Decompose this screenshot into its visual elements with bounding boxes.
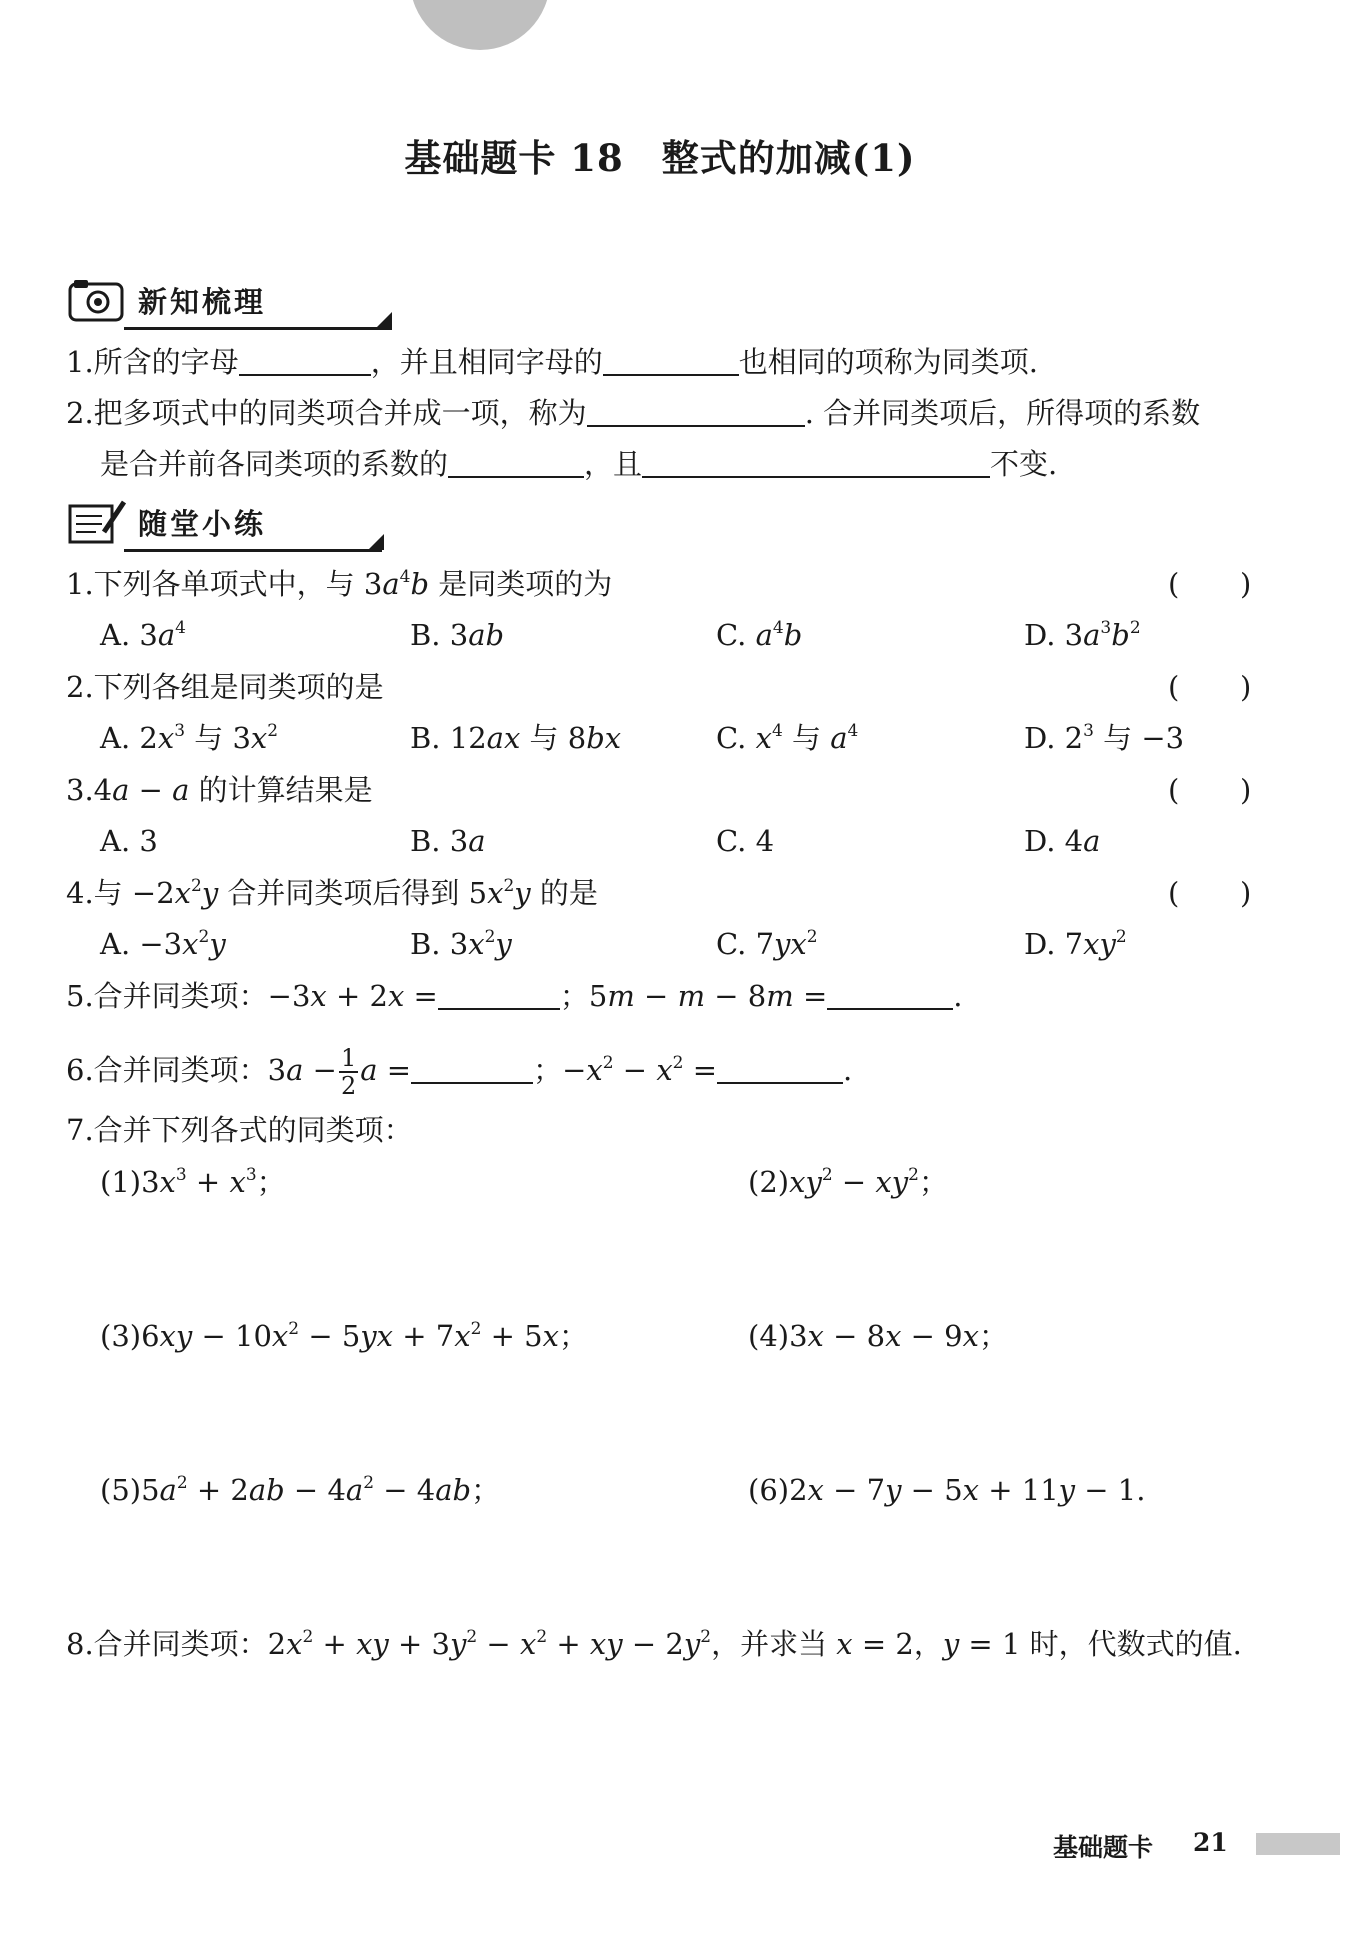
- camera-card-icon: [66, 276, 128, 324]
- question-3: 3.4a − a 的计算结果是: [66, 773, 373, 807]
- option-b[interactable]: B. $3x^2y$: [410, 927, 512, 961]
- notebook-pen-icon: [66, 498, 128, 546]
- blank[interactable]: [438, 978, 560, 1010]
- option-b[interactable]: B. 3ab: [410, 618, 505, 652]
- option-b[interactable]: B. 3a: [410, 824, 486, 858]
- sub-question-2: $(2)xy^2 - xy^2$；: [748, 1165, 949, 1199]
- answer-paren[interactable]: ( ): [1168, 567, 1252, 601]
- answer-paren[interactable]: ( ): [1168, 876, 1252, 910]
- page-number: 21: [1193, 1828, 1228, 1857]
- section-label: 新知梳理: [138, 284, 267, 319]
- fraction: $\frac{1}{2}$: [340, 1044, 357, 1100]
- option-d[interactable]: D. $2^3$ 与 −3: [1024, 721, 1185, 755]
- question-7: 7.合并下列各式的同类项：: [66, 1113, 413, 1147]
- question-5: 5.合并同类项：−3x + 2x = ；5m − m − 8m = .: [66, 979, 963, 1013]
- option-c[interactable]: C. $x^4$ 与 $a^4$: [716, 721, 859, 755]
- section-label: 随堂小练: [138, 506, 267, 541]
- question-2: 2.下列各组是同类项的是: [66, 670, 384, 704]
- question-8: 8.合并同类项：$2x^2$ + xy + $3y^2 - x^2$ + xy − $2y^2$，并求当 x = 2，y = 1 时，代数式的值.: [66, 1627, 1242, 1661]
- page-top-tab: [410, 0, 550, 50]
- sub-question-6: (6)2x − 7y − 5x + 11y − 1.: [748, 1473, 1146, 1507]
- page-title: 基础题卡 18 整式的加减(1): [404, 136, 916, 180]
- question-4: 4.与 $-2x^2y$ 合并同类项后得到 $5x^2y$ 的是: [66, 876, 598, 910]
- blank[interactable]: [587, 395, 805, 427]
- sub-question-4: (4)3x − 8x − 9x；: [748, 1319, 1008, 1353]
- blank[interactable]: [827, 978, 953, 1010]
- option-d[interactable]: D. $7xy^2$: [1024, 927, 1127, 961]
- option-c[interactable]: C. 4: [716, 824, 775, 858]
- section-underline: [124, 549, 382, 552]
- blank[interactable]: [411, 1052, 533, 1084]
- question-6: 6.合并同类项：3a − $\frac{1}{2}$ a = ；$-x^2 - x^2$ = .: [66, 1044, 853, 1100]
- blank[interactable]: [239, 344, 371, 376]
- section-new-knowledge: [66, 276, 266, 324]
- section-triangle: [376, 312, 392, 328]
- answer-paren[interactable]: ( ): [1168, 773, 1252, 807]
- knowledge-q1: 1.所含的字母 ，并且相同字母的 也相同的项称为同类项.: [66, 345, 1038, 379]
- blank[interactable]: [603, 344, 739, 376]
- option-c[interactable]: C. $7yx^2$: [716, 927, 818, 961]
- option-a[interactable]: A. 3: [100, 824, 158, 858]
- footer-label: 基础题卡: [1053, 1833, 1154, 1862]
- footer-bar: [1256, 1833, 1340, 1855]
- knowledge-q2: 2.把多项式中的同类项合并成一项，称为 . 合并同类项后，所得项的系数: [66, 396, 1201, 430]
- section-underline: [124, 327, 392, 330]
- knowledge-q2-cont: 是合并前各同类项的系数的 ，且 不变.: [100, 447, 1058, 481]
- answer-paren[interactable]: ( ): [1168, 670, 1252, 704]
- blank[interactable]: [642, 446, 990, 478]
- option-a[interactable]: A. $-3x^2y$: [100, 927, 226, 961]
- sub-question-3: $(3)6xy - 10x^2 - 5yx + 7x^2 + 5x$；: [100, 1319, 588, 1353]
- option-d[interactable]: D. $3a^3b^2$: [1024, 618, 1141, 652]
- option-d[interactable]: D. 4a: [1024, 824, 1101, 858]
- sub-question-1: $(1)3x^3 + x^3$；: [100, 1165, 286, 1199]
- option-b[interactable]: B. 12ax 与 8bx: [410, 721, 622, 755]
- section-practice: [66, 498, 266, 546]
- question-1: 1.下列各单项式中，与 $3a^4b$ 是同类项的为: [66, 567, 613, 601]
- option-a[interactable]: A. $3a^4$: [100, 618, 186, 652]
- section-triangle: [368, 534, 384, 550]
- option-a[interactable]: A. $2x^3$ 与 $3x^2$: [100, 721, 279, 755]
- blank[interactable]: [717, 1052, 843, 1084]
- blank[interactable]: [448, 446, 584, 478]
- sub-question-5: $(5)5a^2 + 2ab - 4a^2 - 4ab$；: [100, 1473, 501, 1507]
- option-c[interactable]: C. $a^4b$: [716, 618, 803, 652]
